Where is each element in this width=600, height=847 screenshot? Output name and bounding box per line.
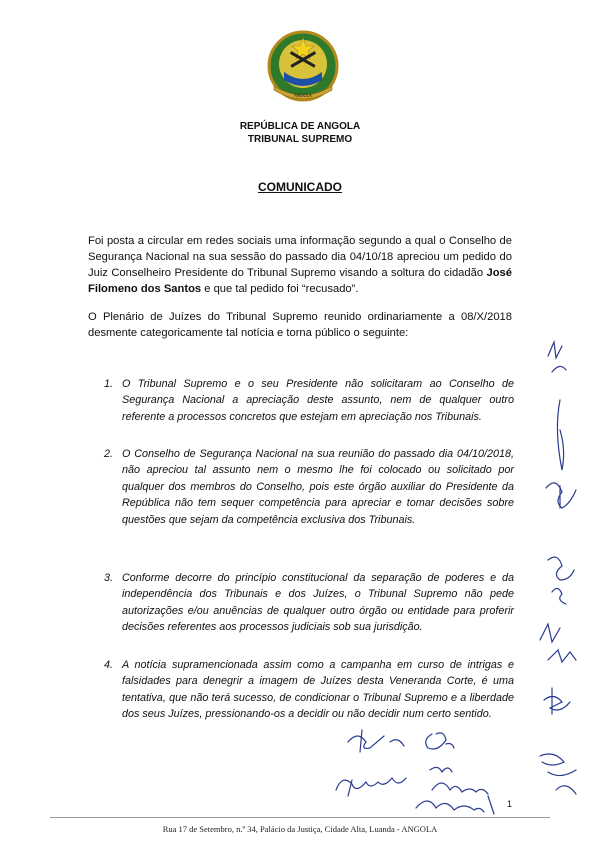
point-number: 2. <box>104 448 114 460</box>
point-item <box>104 446 514 528</box>
point-number: 4. <box>104 659 114 671</box>
point-item <box>104 657 514 723</box>
document-title: COMUNICADO <box>258 180 342 194</box>
letterhead <box>0 120 600 146</box>
margin-initial-3 <box>546 483 576 508</box>
point-number: 1. <box>104 378 114 390</box>
margin-initial-2 <box>557 400 563 470</box>
signature-5 <box>416 796 494 814</box>
signature-1 <box>348 730 404 752</box>
signature-4 <box>430 767 488 794</box>
paragraph-1-text-b: e que tal pedido foi “recusado”. <box>201 283 359 295</box>
signature-2 <box>426 733 454 749</box>
point-item <box>104 570 514 636</box>
header-institution: TRIBUNAL SUPREMO <box>247 134 353 145</box>
footer-divider <box>50 817 550 818</box>
signature-3 <box>336 778 406 796</box>
point-text: O Tribunal Supremo e o seu Presidente não solicitaram ao Conselho de Segurança Nacional a apreciação deste assunto, nem de qualquer outro referente a processos concretos que estejam em apreciação nos Tribunais. <box>122 378 514 423</box>
margin-initial-1 <box>548 342 566 372</box>
paragraph-2: O Plenário de Juízes do Tribunal Supremo reunido ordinariamente a 08/X/2018 desmente categoricamente tal notícia e torna público o seguinte: <box>88 311 512 339</box>
coat-of-arms-emblem <box>262 28 344 108</box>
point-item <box>104 376 514 425</box>
paragraph-1 <box>88 233 512 297</box>
point-text: O Conselho de Segurança Nacional na sua reunião do passado dia 04/10/2018, não apreciou tal assunto nem o mesmo lhe foi colocado ou solicitado por qualquer dos membros do Conselho, pois este órgão auxiliar do Presidente da República não tem sequer competência para apreciar e tomar decisões sobre questões que sejam da competência exclusiva dos Tribunais. <box>122 448 514 526</box>
margin-initial-5 <box>540 624 576 662</box>
point-text: Conforme decorre do princípio constitucional da separação de poderes e da independência dos Tribunais e dos Juízes, o Tribunal Supremo não pede autorizações e/ou anuências de qualquer outro órgão ou entidade para proferir decisões referentes aos processos judiciais sob sua jurisdição. <box>122 572 514 634</box>
highlighted-name: José Filomeno dos Santos <box>88 267 512 295</box>
margin-initial-4 <box>548 557 574 604</box>
point-text: A notícia supramencionada assim como a campanha em curso de intrigas e falsidades para denegrir a imagem de Juízes desta Veneranda Corte, é uma tentativa, que não terá sucesso, de condicionar o Tribunal Supremo e a liberdade dos seus Juízes, pressionando-os a decidir ou não decidir num certo sentido. <box>122 659 514 721</box>
paragraph-1-text-a: Foi posta a circular em redes sociais uma informação segundo a qual o Conselho de Segurança Nacional na sua sessão do passado dia 04/10/18 apreciou um pedido do Juiz Conselheiro Presidente do Tribunal Supremo visando a soltura do cidadão <box>88 235 512 279</box>
margin-initial-6 <box>544 688 570 714</box>
margin-initial-7 <box>540 754 576 794</box>
footer-address: Rua 17 de Setembro, n.º 34, Palácio da Justiça, Cidade Alta, Luanda - ANGOLA <box>162 824 438 834</box>
page-number: 1 <box>507 799 513 809</box>
point-number: 3. <box>104 572 114 584</box>
emblem-motto: ANGOLA <box>294 93 312 98</box>
header-country: REPÚBLICA DE ANGOLA <box>239 121 361 132</box>
